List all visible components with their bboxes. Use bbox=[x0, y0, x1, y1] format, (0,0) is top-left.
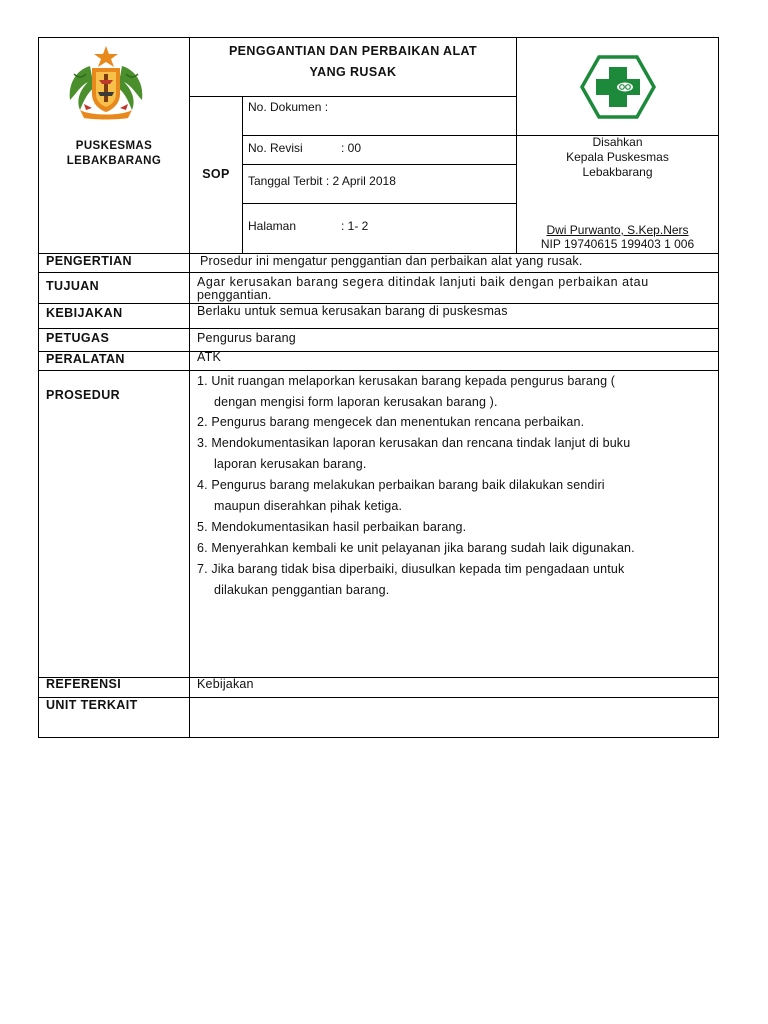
regional-crest-logo bbox=[66, 44, 146, 120]
no-revisi-label: No. Revisi bbox=[248, 141, 303, 155]
no-dokumen-field: No. Dokumen : bbox=[248, 100, 329, 114]
halaman-value: : 1- 2 bbox=[341, 219, 369, 233]
doc-type-label: SOP bbox=[202, 167, 230, 181]
org-name-line1: PUSKESMAS bbox=[75, 140, 153, 152]
row-divider-pengertian bbox=[38, 272, 719, 273]
list-item: dilakukan penggantian barang. bbox=[214, 583, 390, 597]
row-divider-kebijakan bbox=[38, 328, 719, 329]
kebijakan-label: KEBIJAKAN bbox=[46, 306, 123, 320]
signatory-name: Dwi Purwanto, S.Kep.Ners bbox=[546, 223, 689, 237]
list-item: 4. Pengurus barang melakukan perbaikan barang baik dilakukan sendiri bbox=[197, 478, 605, 492]
list-item: 1. Unit ruangan melaporkan kerusakan barang kepada pengurus barang ( bbox=[197, 374, 616, 388]
tanggal-terbit-field: Tanggal Terbit : 2 April 2018 bbox=[248, 174, 396, 188]
tujuan-value-line2: penggantian. bbox=[197, 288, 272, 302]
halaman-label: Halaman bbox=[248, 219, 297, 233]
list-item: laporan kerusakan barang. bbox=[214, 457, 367, 471]
list-item: 2. Pengurus barang mengecek dan menentukan rencana perbaikan. bbox=[197, 415, 585, 429]
tujuan-value-line1: Agar kerusakan barang segera ditindak lanjuti baik dengan perbaikan atau bbox=[197, 275, 649, 289]
referensi-label: REFERENSI bbox=[46, 677, 122, 691]
document-title-line2: YANG RUSAK bbox=[309, 65, 397, 79]
approval-line1: Disahkan bbox=[592, 135, 643, 149]
table-border-top bbox=[38, 37, 719, 38]
referensi-value: Kebijakan bbox=[197, 677, 254, 691]
row-divider-referensi bbox=[38, 697, 719, 698]
peralatan-label: PERALATAN bbox=[46, 352, 125, 366]
petugas-label: PETUGAS bbox=[46, 331, 110, 345]
row-divider-petugas bbox=[38, 351, 719, 352]
doc-row-divider-2 bbox=[242, 164, 517, 165]
table-border-right bbox=[718, 37, 719, 738]
peralatan-value: ATK bbox=[197, 350, 221, 364]
health-ministry-cross-logo bbox=[580, 55, 656, 119]
document-title-line1: PENGGANTIAN DAN PERBAIKAN ALAT bbox=[228, 44, 478, 58]
label-column-divider bbox=[189, 37, 190, 738]
approval-line2: Kepala Puskesmas bbox=[566, 150, 669, 164]
unit-terkait-label: UNIT TERKAIT bbox=[46, 698, 138, 712]
row-divider-prosedur bbox=[38, 677, 719, 678]
prosedur-label: PROSEDUR bbox=[46, 388, 121, 402]
tujuan-label: TUJUAN bbox=[46, 279, 100, 293]
signatory-nip: NIP 19740615 199403 1 006 bbox=[540, 237, 695, 251]
regional-crest-icon bbox=[66, 44, 146, 120]
no-revisi-value: : 00 bbox=[341, 141, 362, 155]
pengertian-label: PENGERTIAN bbox=[46, 254, 132, 268]
table-border-bottom bbox=[38, 737, 719, 738]
row-divider-peralatan bbox=[38, 370, 719, 371]
list-item: maupun diserahkan pihak ketiga. bbox=[214, 499, 403, 513]
title-divider bbox=[189, 96, 517, 97]
pengertian-value: Prosedur ini mengatur penggantian dan perbaikan alat yang rusak. bbox=[200, 254, 583, 268]
kebijakan-value: Berlaku untuk semua kerusakan barang di puskesmas bbox=[197, 304, 508, 318]
list-item: 7. Jika barang tidak bisa diperbaiki, diusulkan kepada tim pengadaan untuk bbox=[197, 562, 625, 576]
sop-column-divider bbox=[242, 96, 243, 253]
doc-row-divider-3 bbox=[242, 203, 517, 204]
list-item: 6. Menyerahkan kembali ke unit pelayanan jika barang sudah laik digunakan. bbox=[197, 541, 635, 555]
health-cross-icon bbox=[580, 55, 656, 119]
list-item: 3. Mendokumentasikan laporan kerusakan dan rencana tindak lanjut di buku bbox=[197, 436, 631, 450]
org-name-line2: LEBAKBARANG bbox=[66, 155, 162, 167]
list-item: 5. Mendokumentasikan hasil perbaikan barang. bbox=[197, 520, 467, 534]
petugas-value: Pengurus barang bbox=[197, 331, 296, 345]
approval-line3: Lebakbarang bbox=[582, 165, 653, 179]
list-item: dengan mengisi form laporan kerusakan barang ). bbox=[214, 395, 498, 409]
